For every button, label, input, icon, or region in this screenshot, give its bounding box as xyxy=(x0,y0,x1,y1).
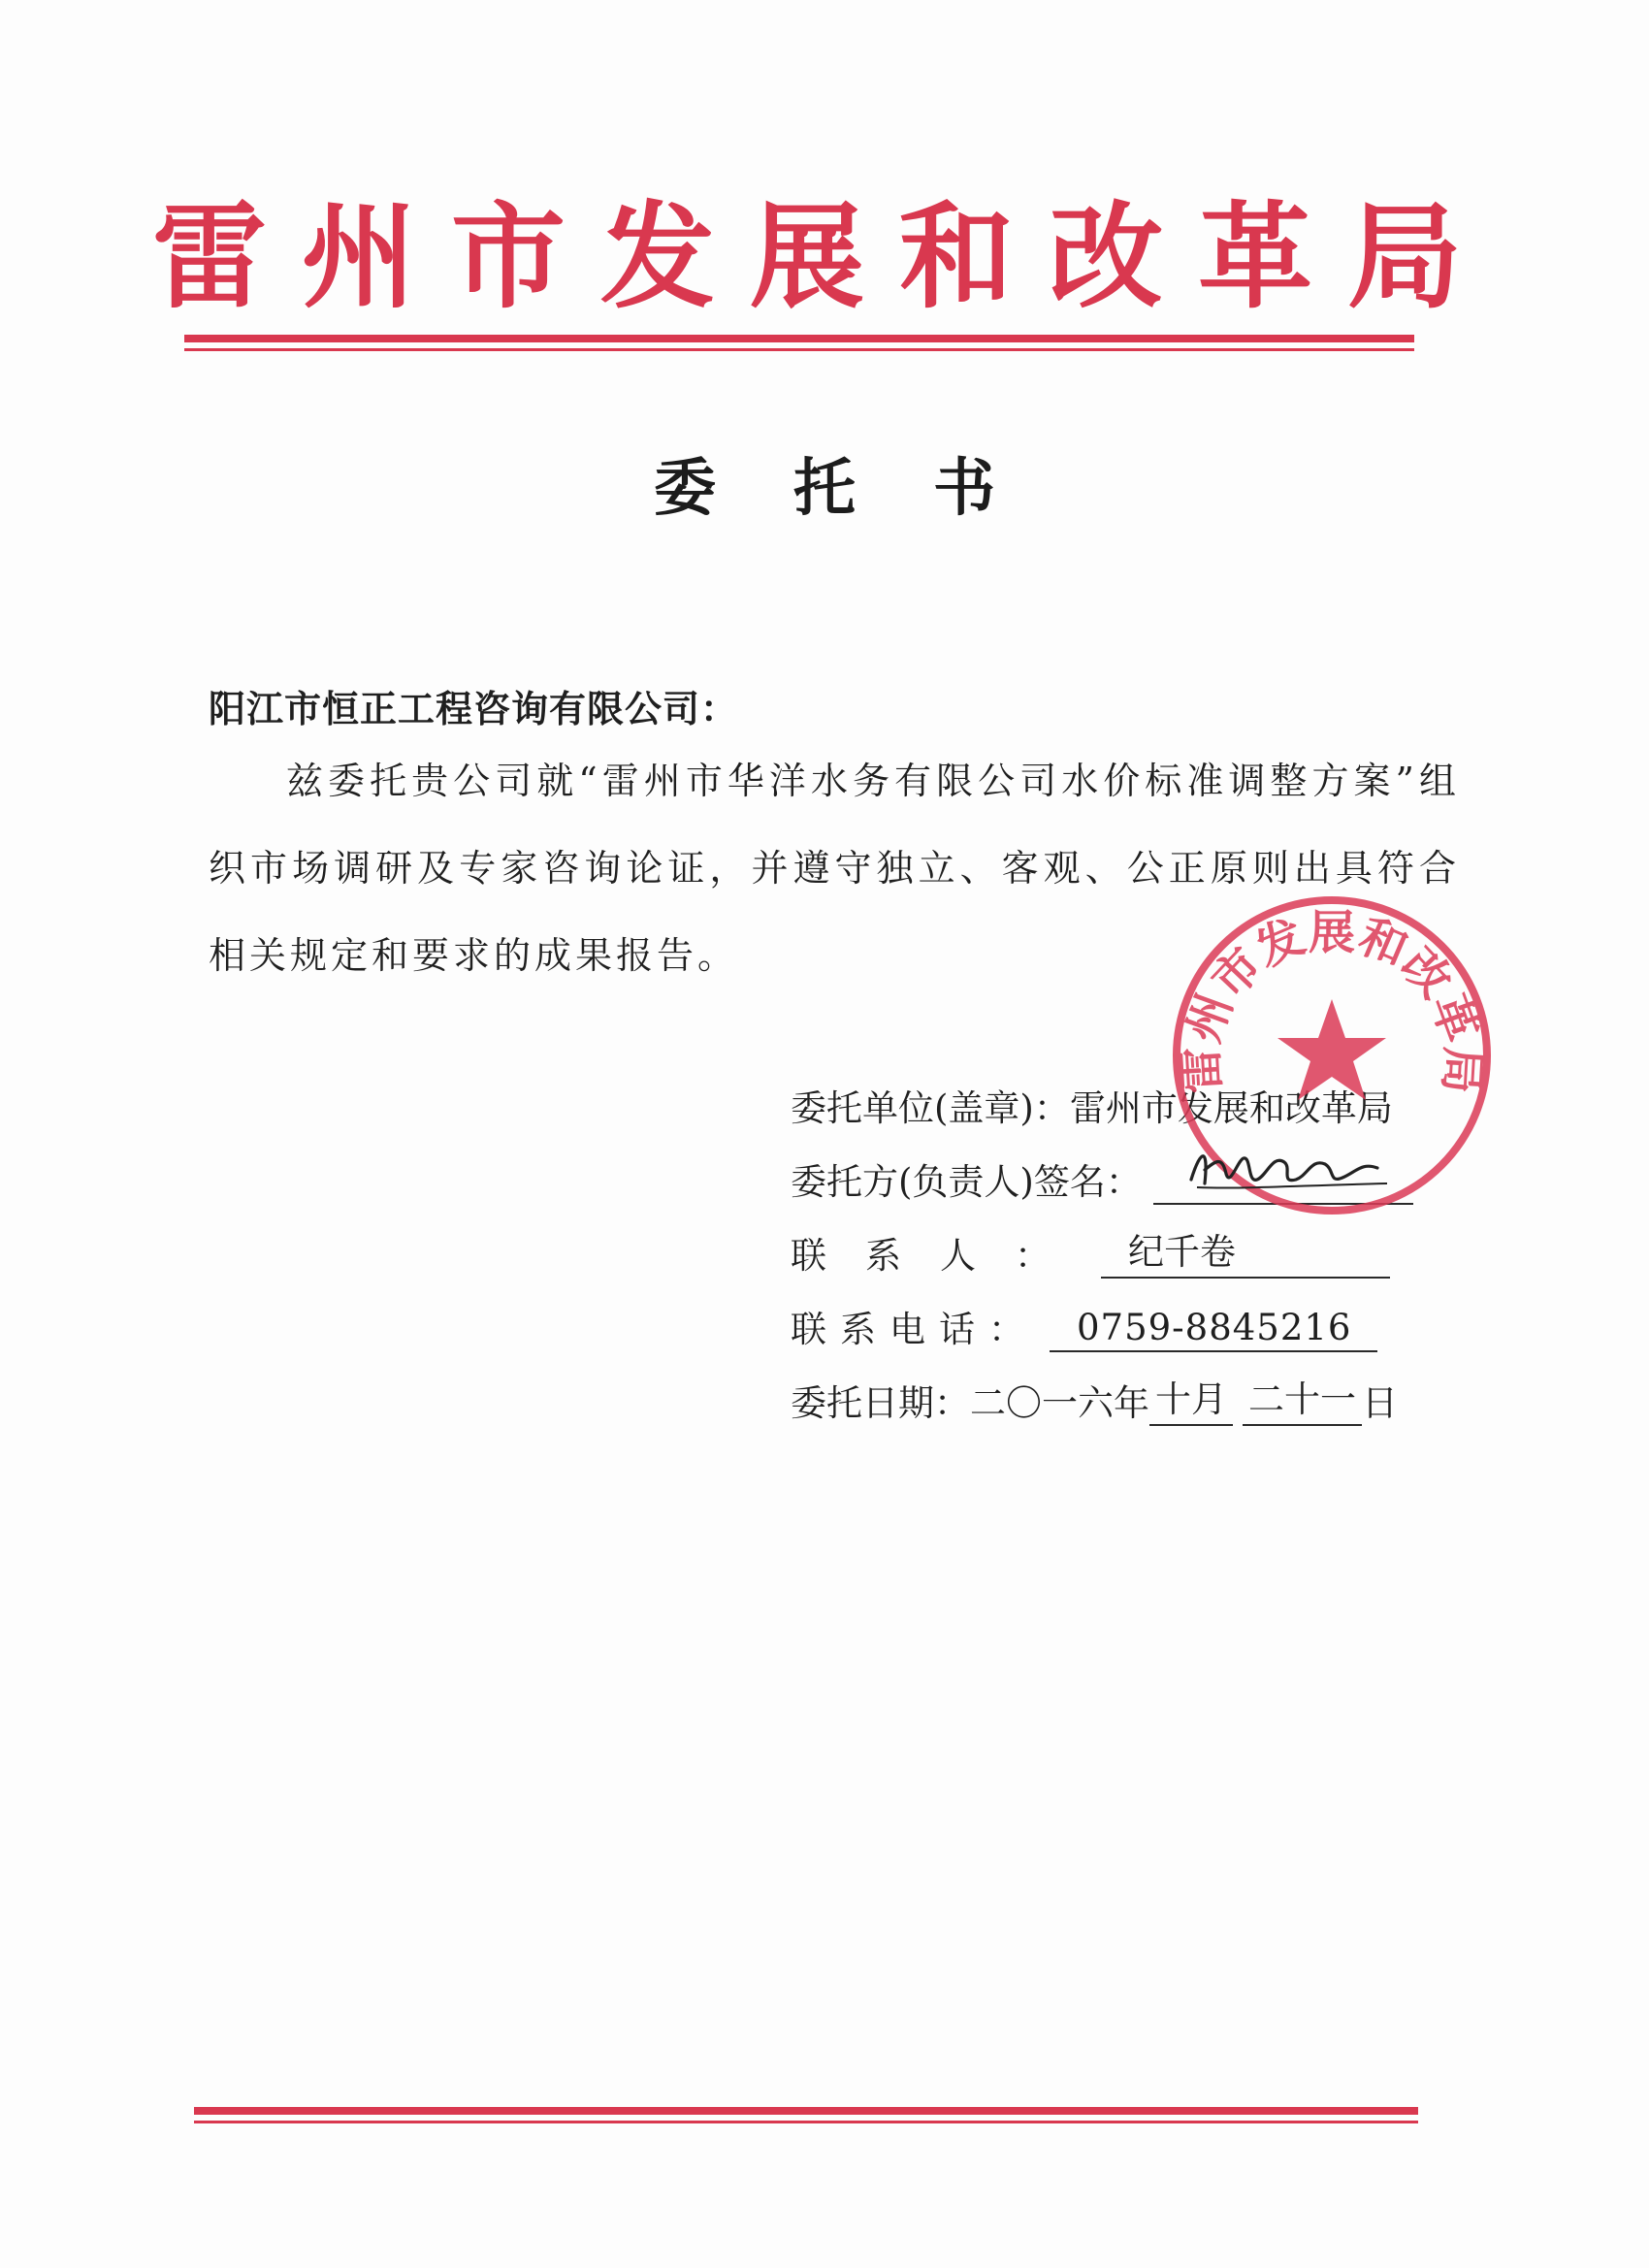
body-paragraph: 兹委托贵公司就“雷州市华洋水务有限公司水价标准调整方案”组织市场调研及专家咨询论证，并遵守独立、客观、公正原则出具符合相关规定和要求的成果报告。 xyxy=(209,760,1460,977)
date-year: 二〇一六年 xyxy=(970,1382,1149,1424)
signer-label: 委托方(负责人)签名： xyxy=(791,1161,1142,1203)
date-day: 二十一 xyxy=(1243,1370,1362,1426)
date-row xyxy=(791,1352,1489,1426)
contact-label: 联系人： xyxy=(791,1235,1089,1277)
handwritten-signature-icon xyxy=(1183,1141,1397,1199)
date-month: 十月 xyxy=(1149,1370,1233,1426)
phone-row xyxy=(791,1279,1489,1352)
date-day-suffix: 日 xyxy=(1362,1382,1398,1424)
addressee: 阳江市恒正工程咨询有限公司： xyxy=(209,688,739,730)
seal-star-icon xyxy=(1277,999,1386,1100)
date-label: 委托日期： xyxy=(791,1382,970,1424)
footer-rule-thick xyxy=(194,2107,1418,2115)
seal-text: 雷州市发展和改革局 xyxy=(1173,905,1491,1095)
letterhead-org-name: 雷州市发展和改革局 xyxy=(151,190,1497,324)
footer-rule-thin xyxy=(194,2121,1418,2123)
unit-value: 雷州市发展和改革局 xyxy=(1069,1087,1393,1129)
letterhead-rule-thick xyxy=(184,335,1414,342)
document-title: 委托书 xyxy=(654,453,1073,525)
unit-label: 委托单位(盖章)： xyxy=(791,1087,1070,1129)
phone-value: 0759-8845216 xyxy=(1050,1307,1377,1352)
phone-label: 联系电话： xyxy=(791,1309,1038,1350)
letterhead-rule-thin xyxy=(184,348,1414,351)
contact-value: 纪千卷 xyxy=(1101,1222,1390,1279)
